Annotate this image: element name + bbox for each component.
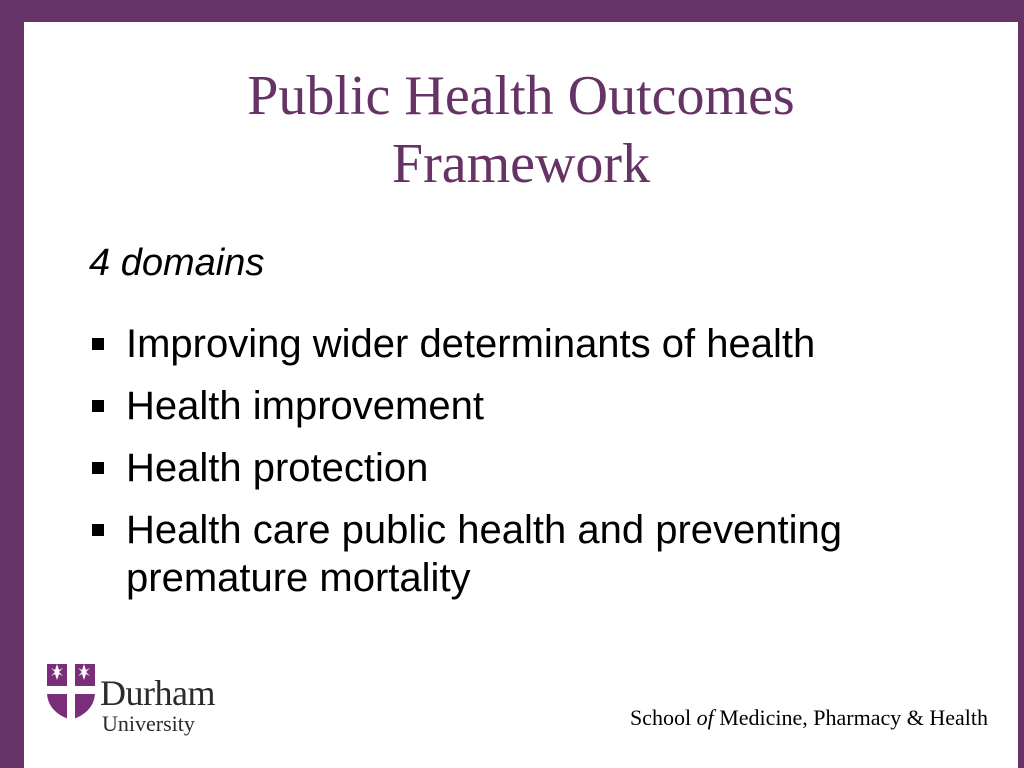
frame-right-bar (1018, 0, 1024, 768)
bullet-item (89, 320, 949, 368)
square-bullet-icon (92, 400, 104, 412)
durham-shield-icon (45, 662, 97, 722)
frame-left-bar (0, 0, 24, 768)
title-line-2: Framework (391, 133, 651, 195)
square-bullet-icon (92, 462, 104, 474)
frame-top-bar (0, 0, 1024, 22)
bullet-item (89, 382, 949, 430)
footer-school-suffix: Medicine, Pharmacy & Health (713, 705, 988, 730)
bullet-list (89, 320, 949, 616)
slide-title (24, 65, 1018, 204)
title-line-1: Public Health Outcomes (247, 65, 795, 127)
bullet-item (89, 506, 949, 602)
bullet-text: Health care public health and preventing premature mortality (126, 508, 843, 600)
bullet-text: Improving wider determinants of health (126, 322, 816, 366)
bullet-text: Health improvement (126, 384, 484, 428)
bullet-item (89, 444, 949, 492)
footer-school-prefix: School (629, 705, 697, 730)
slide-subtitle: 4 domains (89, 242, 265, 284)
logo-subtitle: University (102, 711, 195, 736)
durham-university-logo (45, 660, 245, 745)
footer-school-of: of (696, 705, 714, 730)
footer-school-name (630, 705, 988, 731)
bullet-text: Health protection (126, 446, 429, 490)
square-bullet-icon (92, 524, 104, 536)
square-bullet-icon (92, 338, 104, 350)
logo-wordmark: Durham (100, 673, 215, 713)
